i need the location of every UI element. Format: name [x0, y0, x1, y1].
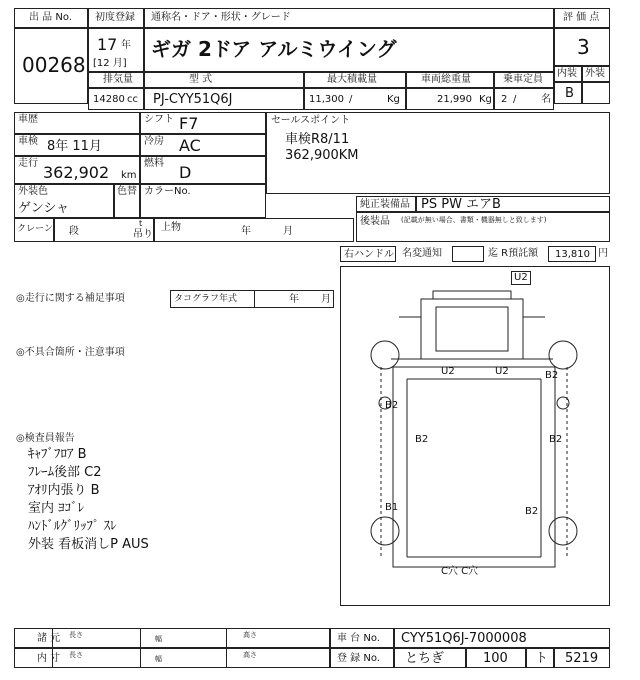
reg-number-cell — [554, 648, 610, 668]
diagram-mark: U2 — [495, 366, 509, 377]
footer-divider — [52, 628, 53, 668]
ext-color-label: 外装色 — [18, 186, 48, 197]
displacement-unit: cc — [127, 94, 138, 105]
aftermarket-label: 後装品 — [360, 216, 390, 227]
ext-color-cell — [14, 184, 114, 218]
tachograph-cell — [170, 290, 334, 308]
score: 3 — [577, 35, 590, 59]
driving-notes-label: ◎走行に関する補足事項 — [16, 293, 125, 304]
reg-area-cell — [394, 648, 466, 668]
crane-cell — [54, 218, 154, 242]
first-reg-cell — [88, 28, 144, 72]
inspector-report-label: ◎検査員報告 — [16, 433, 75, 444]
exterior-label: 外装 — [585, 68, 605, 79]
reg-year-unit: 年 — [121, 40, 131, 51]
inner-length-label: 長さ — [69, 651, 83, 659]
diagram-mark: U2 — [441, 366, 455, 377]
exterior-label-cell — [582, 66, 610, 82]
chassis-label: 車 台 No. — [337, 633, 380, 644]
ext-color: ゲンシャ — [18, 201, 70, 216]
model-code-cell — [144, 88, 304, 110]
lot-no-cell — [14, 28, 88, 104]
model-name-label-cell — [144, 8, 554, 28]
bumper-shape — [433, 291, 511, 299]
interior-label-cell — [554, 66, 582, 82]
gross-weight-label: 車両総重量 — [421, 74, 471, 85]
right-handle-cell — [340, 246, 396, 262]
spec-row-label: 諸 元 — [37, 633, 61, 644]
lift-year: 年 — [241, 226, 251, 237]
capacity-label: 乗車定員 — [503, 74, 543, 85]
ac-label: 冷房 — [144, 136, 164, 147]
reg-kana: ト — [535, 651, 549, 666]
sales-points-label: セールスポイント — [271, 115, 351, 126]
spec-height-label: 高さ — [243, 631, 257, 639]
inspector-line: ｱｵﾘ内張り B — [28, 483, 100, 498]
shift: F7 — [179, 114, 199, 133]
aftermarket-note: (記載が無い場合、書類・機器無しと致します) — [401, 216, 547, 224]
name-change-label: 名変通知 — [402, 248, 442, 259]
gross-weight: 21,990 — [437, 94, 472, 105]
displacement: 14280 — [93, 94, 125, 105]
chassis-no-cell — [394, 628, 610, 648]
displacement-cell — [88, 88, 144, 110]
spec-width-label: 幅 — [155, 635, 162, 643]
cargo-box-shape — [393, 367, 555, 567]
front-left-wheel — [371, 341, 399, 369]
reg-label-cell — [330, 648, 394, 668]
shift-label: シフト — [144, 114, 174, 125]
gross-weight-label-cell — [406, 72, 494, 88]
sales-points-cell — [266, 112, 610, 194]
color-change-cell — [114, 184, 140, 218]
inspector-line: ﾊﾝﾄﾞﾙｸﾞﾘｯﾌﾟ ｽﾚ — [28, 519, 117, 534]
max-load: 11,300 — [309, 94, 344, 105]
inspector-line: ｷｬﾌﾞﾌﾛｱ B — [28, 447, 87, 462]
first-reg-label: 初度登録 — [95, 12, 135, 23]
sales-point-2: 362,900KM — [285, 148, 359, 163]
score-label-cell — [554, 8, 610, 28]
diagram-mark: B2 — [415, 434, 429, 445]
inspection: 8年 11月 — [47, 139, 102, 154]
inspector-line: ﾌﾚｰﾑ後部 C2 — [28, 465, 102, 480]
history-label: 車歴 — [18, 114, 38, 125]
diagram-mark: U2 — [511, 271, 531, 285]
fuel-cell — [140, 156, 266, 184]
color-no-cell — [140, 184, 266, 218]
crane-label: クレーン — [17, 224, 53, 234]
crane-stage: 段 — [69, 226, 79, 237]
recycle-fee-cell — [548, 246, 596, 262]
inspector-report-list — [28, 448, 149, 556]
score-cell — [554, 28, 610, 66]
footer-divider — [226, 628, 227, 668]
mileage: 362,902 — [43, 163, 110, 182]
max-load-slash: / — [349, 94, 353, 105]
lift-cell — [154, 218, 354, 242]
inspection-cell — [14, 134, 140, 156]
reg-year: 17 — [97, 35, 118, 54]
score-label: 評 価 点 — [563, 12, 600, 23]
tachograph-label: タコグラフ年式 — [174, 294, 238, 304]
history-cell — [14, 112, 140, 134]
truck-diagram-frame — [340, 266, 610, 606]
standard-equip-cell — [416, 196, 610, 212]
ac: AC — [179, 136, 201, 155]
truck-diagram — [341, 267, 609, 605]
crane-hoist: 吊り — [133, 229, 153, 240]
chassis-no: CYY51Q6J-7000008 — [401, 631, 527, 646]
crane-label-cell — [14, 218, 54, 242]
max-load-label-cell — [304, 72, 406, 88]
right-mirror-shape — [523, 317, 553, 359]
front-right-wheel — [549, 341, 577, 369]
reg-class: 100 — [483, 651, 508, 666]
lift-month: 月 — [283, 226, 293, 237]
inner-width-label: 幅 — [155, 655, 162, 663]
capacity-unit: 名 — [541, 94, 551, 105]
right-handle: 右ハンドル — [344, 249, 394, 260]
gross-weight-unit: Kg — [479, 94, 492, 105]
rear-left-wheel — [371, 517, 399, 545]
ac-cell — [140, 134, 266, 156]
lot-no: 00268 — [22, 53, 86, 77]
spec-row — [14, 628, 330, 648]
windshield-shape — [436, 307, 508, 351]
reg-class-cell — [466, 648, 526, 668]
type-label: 型 式 — [189, 74, 213, 85]
capacity-cell — [494, 88, 554, 110]
mileage-cell — [14, 156, 140, 184]
interior-grade: B — [565, 86, 574, 101]
max-load-unit: Kg — [387, 94, 400, 105]
standard-equip: PS PW エアB — [421, 197, 501, 212]
odometer-label: 迄 R預託額 — [488, 248, 539, 259]
inner-dim-label: 内 寸 — [37, 653, 61, 664]
color-change-label: 色替 — [117, 186, 137, 197]
mileage-unit: km — [121, 170, 137, 181]
inspection-label: 車検 — [18, 136, 38, 147]
exterior-grade-cell — [582, 82, 610, 104]
lot-no-label-cell — [14, 8, 88, 28]
footer-divider — [140, 628, 141, 668]
shift-cell — [140, 112, 266, 134]
color-no-label: カラーNo. — [144, 186, 191, 197]
defects-label: ◎不具合箇所・注意事項 — [16, 347, 125, 358]
max-load-cell — [304, 88, 406, 110]
type-label-cell — [144, 72, 304, 88]
fuel-label: 燃料 — [144, 158, 164, 169]
gross-weight-cell — [406, 88, 494, 110]
recycle-fee: 13,810 — [555, 249, 590, 260]
diagram-mark: B1 — [385, 502, 399, 513]
tacho-month: 月 — [321, 294, 331, 305]
reg-month: [12 月] — [93, 58, 127, 69]
reg-label: 登 録 No. — [337, 653, 380, 664]
capacity-slash: / — [513, 94, 517, 105]
diagram-mark: B2 — [549, 434, 563, 445]
model-name-label: 通称名・ドア・形状・グレード — [151, 12, 291, 23]
reg-area: とちぎ — [405, 651, 445, 666]
inner-dim-row — [14, 648, 330, 668]
lot-no-label: 出 品 No. — [29, 12, 72, 23]
interior-grade-cell — [554, 82, 582, 104]
diagram-mark: B2 — [385, 400, 399, 411]
name-change-box — [452, 246, 484, 262]
model-code: PJ-CYY51Q6J — [153, 92, 233, 107]
rear-right-wheel — [549, 517, 577, 545]
left-mirror-shape — [391, 317, 421, 359]
car-name: ギガ 2ドア アルミウイング — [151, 37, 397, 61]
car-name-cell — [144, 28, 554, 72]
tacho-divider — [254, 290, 255, 308]
sales-point-1: 車検R8/11 — [285, 132, 350, 147]
spec-length-label: 長さ — [69, 631, 83, 639]
max-load-label: 最大積載量 — [327, 74, 377, 85]
interior-label: 内装 — [557, 68, 577, 79]
reg-number: 5219 — [565, 651, 599, 666]
displacement-label-cell — [88, 72, 144, 88]
crane-hoist-unit: t — [139, 219, 143, 228]
standard-equip-label: 純正装備品 — [360, 199, 410, 210]
capacity-label-cell — [494, 72, 554, 88]
yen-unit: 円 — [598, 248, 608, 259]
inner-height-label: 高さ — [243, 651, 257, 659]
first-reg-label-cell — [88, 8, 144, 28]
tacho-year: 年 — [289, 294, 299, 305]
aftermarket-cell — [356, 212, 610, 242]
chassis-label-cell — [330, 628, 394, 648]
capacity: 2 — [501, 94, 508, 105]
mileage-label: 走行 — [18, 158, 38, 169]
reg-kana-cell — [526, 648, 554, 668]
fuel: D — [179, 163, 192, 182]
standard-equip-label-cell — [356, 196, 416, 212]
inspector-line: 外装 看板消しP AUS — [28, 537, 149, 552]
diagram-mark: C穴 C穴 — [441, 566, 479, 577]
diagram-mark: B2 — [525, 506, 539, 517]
diagram-mark: B2 — [545, 370, 559, 381]
inspector-line: 室内 ﾖｺﾞﾚ — [28, 501, 85, 516]
displacement-label: 排気量 — [103, 74, 133, 85]
lift-label: 上物 — [161, 222, 181, 233]
